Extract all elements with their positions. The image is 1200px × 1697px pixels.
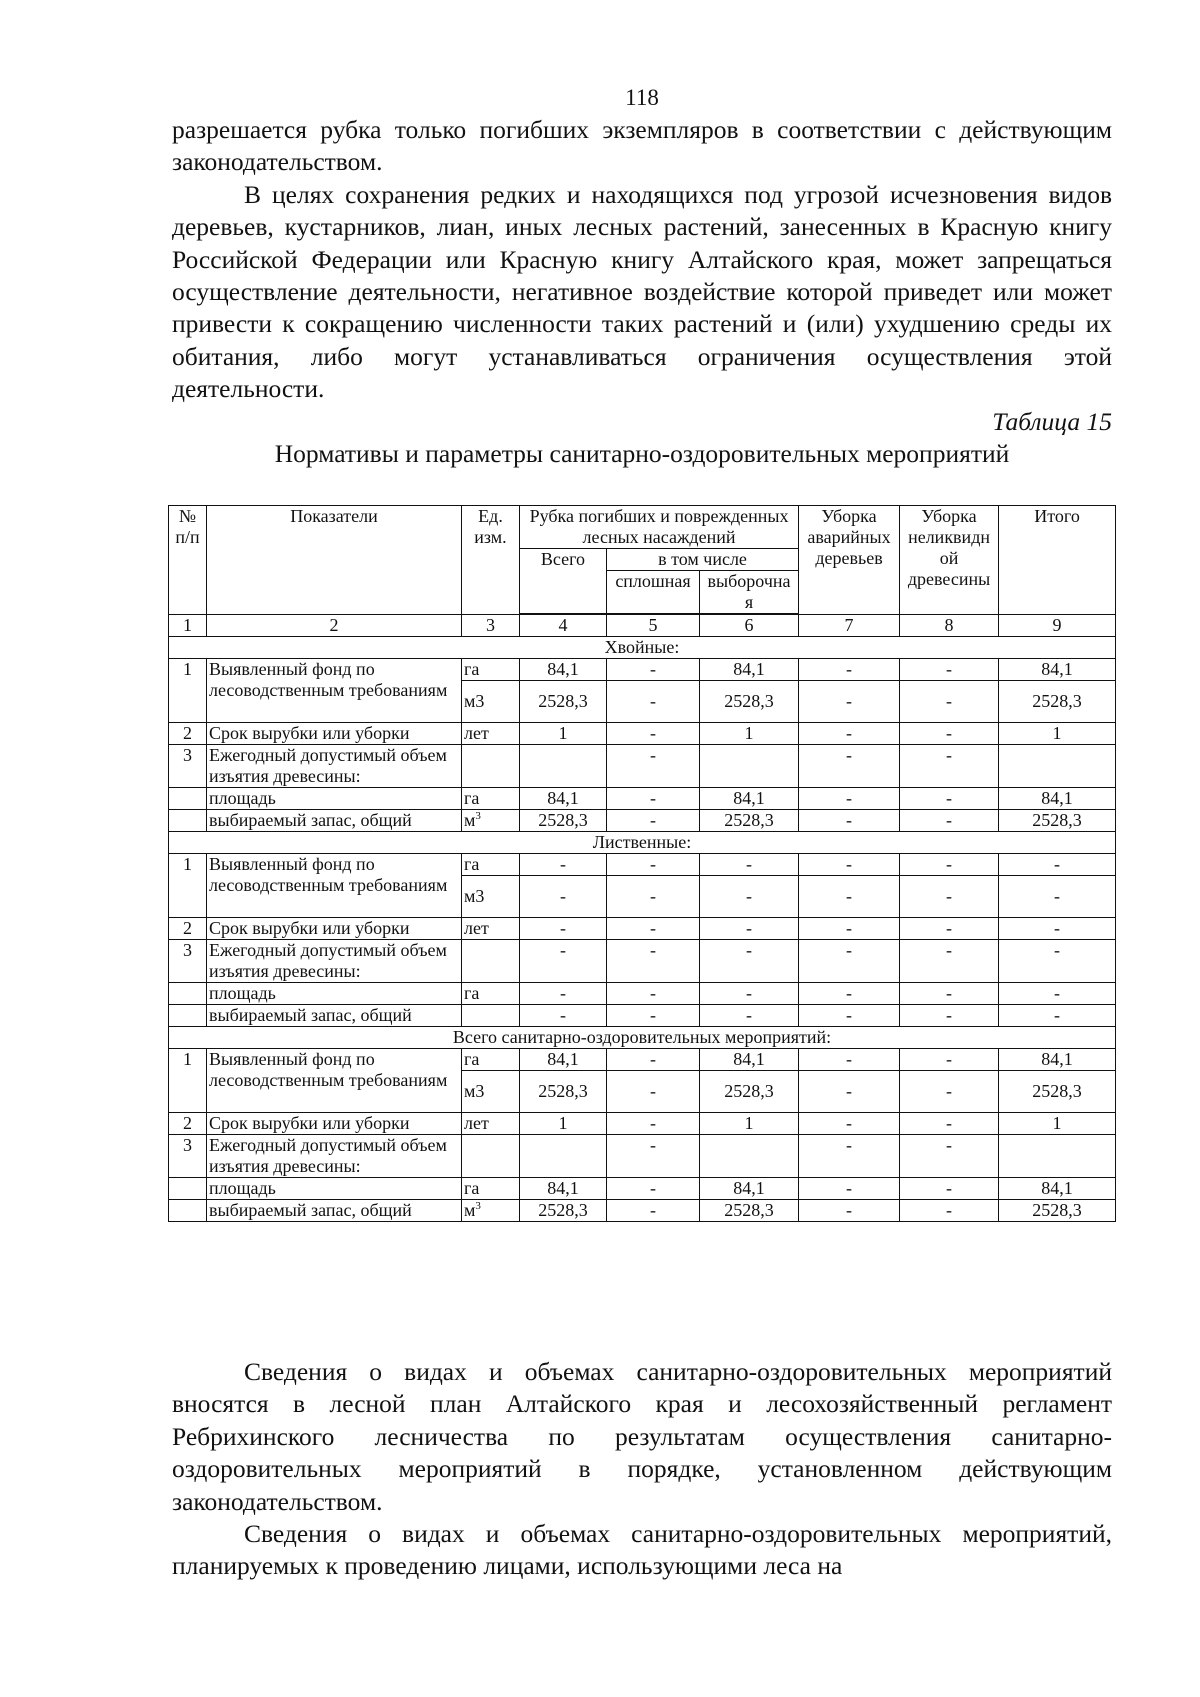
value-cell: -: [607, 723, 700, 745]
value-cell: -: [607, 1200, 700, 1222]
value-cell: -: [900, 723, 999, 745]
value-cell: 1: [999, 723, 1116, 745]
value-cell: -: [799, 1005, 900, 1027]
norms-table: [168, 505, 1116, 1222]
value-cell: -: [607, 745, 700, 788]
value-cell: [520, 745, 607, 788]
value-cell: 2528,3: [999, 681, 1116, 723]
header-illiquid: Уборка неликвидн ой древесины: [900, 506, 999, 615]
column-numbers-row: [169, 615, 1116, 637]
bottom-text-block: [172, 1356, 1112, 1583]
value-cell: -: [607, 1178, 700, 1200]
value-cell: -: [607, 810, 700, 832]
value-cell: -: [900, 788, 999, 810]
value-cell: 2528,3: [999, 1071, 1116, 1113]
value-cell: 1: [520, 723, 607, 745]
value-cell: -: [520, 940, 607, 983]
value-cell: -: [520, 854, 607, 876]
value-cell: -: [607, 940, 700, 983]
row-name: Выявленный фонд по лесоводственным требованиям: [207, 854, 462, 918]
value-cell: -: [900, 810, 999, 832]
value-cell: 2528,3: [700, 810, 799, 832]
unit-cell: [462, 1200, 520, 1222]
row-name: площадь: [207, 983, 462, 1005]
value-cell: -: [799, 876, 900, 918]
paragraph-3: Сведения о видах и объемах санитарно-оздоровительных мероприятий вносятся в лесной план Алтайского края и лесохозяйственный регламент Ребрихинского лесничества по результатам осуществления санитарно-оздоровительных мероприятий в порядке, установленном действующим законодательством.: [172, 1357, 1112, 1516]
unit-text: м: [464, 810, 476, 830]
value-cell: -: [900, 854, 999, 876]
value-cell: 84,1: [999, 1049, 1116, 1071]
value-cell: -: [999, 983, 1116, 1005]
header-total-all: Всего: [520, 549, 607, 614]
row-name: Выявленный фонд по лесоводственным требованиям: [207, 659, 462, 723]
value-cell: -: [607, 983, 700, 1005]
value-cell: -: [607, 854, 700, 876]
value-cell: 84,1: [700, 659, 799, 681]
unit-cell: лет: [462, 723, 520, 745]
value-cell: [520, 1135, 607, 1178]
value-cell: -: [799, 918, 900, 940]
value-cell: -: [607, 1049, 700, 1071]
row-num: [169, 1178, 207, 1200]
value-cell: -: [799, 1071, 900, 1113]
section-title: Хвойные:: [169, 637, 1116, 659]
col-num-1: 1: [169, 615, 207, 637]
value-cell: -: [520, 983, 607, 1005]
row-num: [169, 983, 207, 1005]
value-cell: 2528,3: [700, 1200, 799, 1222]
row-name: Ежегодный допустимый объем изъятия древесины:: [207, 745, 462, 788]
value-cell: 84,1: [700, 788, 799, 810]
unit-cell: м3: [462, 681, 520, 723]
value-cell: 2528,3: [999, 810, 1116, 832]
value-cell: -: [700, 876, 799, 918]
col-num-8: 8: [900, 615, 999, 637]
unit-text: м: [464, 1200, 476, 1220]
value-cell: 1: [999, 1113, 1116, 1135]
row-num: [169, 1200, 207, 1222]
norms-table-wrapper: [168, 505, 1115, 1222]
value-cell: 84,1: [520, 788, 607, 810]
value-cell: -: [607, 1071, 700, 1113]
header-emergency: Уборка аварийных деревьев: [799, 506, 900, 615]
value-cell: 84,1: [700, 1049, 799, 1071]
value-cell: 2528,3: [700, 681, 799, 723]
table-title: Нормативы и параметры санитарно-оздоровительных мероприятий: [274, 438, 1010, 468]
row-name: Срок вырубки или уборки: [207, 1113, 462, 1135]
value-cell: -: [900, 745, 999, 788]
row-num: 1: [169, 854, 207, 918]
header-indicators: Показатели: [207, 506, 462, 615]
value-cell: 84,1: [520, 1049, 607, 1071]
value-cell: -: [799, 940, 900, 983]
row-name: выбираемый запас, общий: [207, 810, 462, 832]
value-cell: -: [799, 745, 900, 788]
unit-superscript: 3: [475, 1200, 481, 1212]
row-name: площадь: [207, 1178, 462, 1200]
value-cell: -: [900, 940, 999, 983]
value-cell: -: [900, 659, 999, 681]
value-cell: -: [799, 1178, 900, 1200]
value-cell: -: [799, 788, 900, 810]
value-cell: -: [799, 983, 900, 1005]
row-name: Срок вырубки или уборки: [207, 723, 462, 745]
value-cell: -: [607, 681, 700, 723]
unit-cell: м3: [462, 876, 520, 918]
col-num-5: 5: [607, 615, 700, 637]
value-cell: 84,1: [700, 1178, 799, 1200]
header-selective: выборочна я: [700, 571, 799, 614]
unit-cell: [462, 940, 520, 983]
col-num-2: 2: [207, 615, 462, 637]
unit-superscript: 3: [475, 810, 481, 822]
value-cell: 2528,3: [520, 1200, 607, 1222]
unit-cell: га: [462, 788, 520, 810]
row-num: 1: [169, 659, 207, 723]
value-cell: -: [607, 918, 700, 940]
header-itogo: Итого: [999, 506, 1116, 615]
value-cell: -: [900, 1178, 999, 1200]
value-cell: -: [900, 1005, 999, 1027]
unit-cell: га: [462, 659, 520, 681]
value-cell: -: [799, 854, 900, 876]
value-cell: -: [900, 983, 999, 1005]
value-cell: 2528,3: [520, 1071, 607, 1113]
value-cell: -: [700, 854, 799, 876]
unit-cell: [462, 1135, 520, 1178]
value-cell: -: [999, 918, 1116, 940]
row-num: 3: [169, 1135, 207, 1178]
value-cell: -: [900, 1200, 999, 1222]
value-cell: -: [900, 876, 999, 918]
col-num-4: 4: [520, 615, 607, 637]
value-cell: -: [607, 659, 700, 681]
row-num: 1: [169, 1049, 207, 1113]
header-including: в том числе: [607, 549, 799, 571]
header-felling: Рубка погибших и поврежденных лесных насаждений: [520, 506, 799, 549]
unit-cell: га: [462, 1049, 520, 1071]
value-cell: -: [999, 876, 1116, 918]
row-num: [169, 1005, 207, 1027]
row-num: 3: [169, 745, 207, 788]
value-cell: 1: [520, 1113, 607, 1135]
col-num-7: 7: [799, 615, 900, 637]
value-cell: -: [799, 681, 900, 723]
value-cell: 1: [700, 1113, 799, 1135]
value-cell: 84,1: [999, 659, 1116, 681]
value-cell: 2528,3: [999, 1200, 1116, 1222]
unit-cell: лет: [462, 1113, 520, 1135]
value-cell: -: [799, 723, 900, 745]
value-cell: [700, 745, 799, 788]
row-name: Срок вырубки или уборки: [207, 918, 462, 940]
value-cell: -: [607, 876, 700, 918]
paragraph-2: В целях сохранения редких и находящихся под угрозой исчезновения видов деревьев, кустарников, лиан, иных лесных растений, занесенных в Красную книгу Российской Федерации или Красную книгу Алтайского края, может запрещаться осуществление деятельности, негативное воздействие которой приведет или может привести к сокращению численности таких растений и (или) ухудшению среды их обитания, либо могут устанавливаться ограничения осуществления этой деятельности.: [172, 179, 1112, 404]
value-cell: 84,1: [520, 1178, 607, 1200]
header-num: № п/п: [169, 506, 207, 615]
value-cell: -: [999, 854, 1116, 876]
value-cell: [999, 745, 1116, 788]
unit-cell: га: [462, 854, 520, 876]
row-num: 2: [169, 918, 207, 940]
value-cell: 2528,3: [700, 1071, 799, 1113]
row-name: выбираемый запас, общий: [207, 1005, 462, 1027]
value-cell: -: [700, 918, 799, 940]
section-title: Лиственные:: [169, 832, 1116, 854]
header-unit: Ед. изм.: [462, 506, 520, 615]
value-cell: -: [900, 681, 999, 723]
unit-cell: га: [462, 1178, 520, 1200]
unit-cell: [462, 745, 520, 788]
value-cell: [700, 1135, 799, 1178]
value-cell: -: [999, 940, 1116, 983]
value-cell: -: [700, 983, 799, 1005]
value-cell: -: [607, 1113, 700, 1135]
unit-cell: [462, 1005, 520, 1027]
value-cell: -: [520, 918, 607, 940]
value-cell: 84,1: [999, 1178, 1116, 1200]
row-name: выбираемый запас, общий: [207, 1200, 462, 1222]
col-num-9: 9: [999, 615, 1116, 637]
value-cell: -: [900, 1049, 999, 1071]
unit-cell: лет: [462, 918, 520, 940]
value-cell: -: [607, 1005, 700, 1027]
row-num: 3: [169, 940, 207, 983]
top-text-block: [172, 84, 1112, 470]
value-cell: -: [520, 876, 607, 918]
row-name: Выявленный фонд по лесоводственным требованиям: [207, 1049, 462, 1113]
value-cell: -: [700, 940, 799, 983]
value-cell: -: [799, 1049, 900, 1071]
value-cell: -: [520, 1005, 607, 1027]
row-name: Ежегодный допустимый объем изъятия древесины:: [207, 1135, 462, 1178]
row-num: [169, 788, 207, 810]
paragraph-1: разрешается рубка только погибших экземпляров в соответствии с действующим законодательством.: [172, 115, 1112, 177]
value-cell: -: [799, 810, 900, 832]
unit-cell: га: [462, 983, 520, 1005]
value-cell: -: [900, 1071, 999, 1113]
section-title: Всего санитарно-оздоровительных мероприятий:: [169, 1027, 1116, 1049]
row-num: [169, 810, 207, 832]
value-cell: 1: [700, 723, 799, 745]
unit-cell: [462, 810, 520, 832]
col-num-3: 3: [462, 615, 520, 637]
value-cell: -: [607, 788, 700, 810]
value-cell: -: [700, 1005, 799, 1027]
value-cell: [999, 1135, 1116, 1178]
value-cell: 84,1: [999, 788, 1116, 810]
value-cell: -: [900, 1135, 999, 1178]
header-clear: сплошная: [607, 571, 700, 614]
value-cell: -: [900, 1113, 999, 1135]
paragraph-4: Сведения о видах и объемах санитарно-оздоровительных мероприятий, планируемых к проведению лицами, использующими леса на: [172, 1519, 1112, 1581]
table-label: Таблица 15: [992, 406, 1112, 436]
row-name: Ежегодный допустимый объем изъятия древесины:: [207, 940, 462, 983]
unit-cell: м3: [462, 1071, 520, 1113]
value-cell: 2528,3: [520, 810, 607, 832]
value-cell: -: [799, 659, 900, 681]
row-num: 2: [169, 723, 207, 745]
value-cell: -: [799, 1200, 900, 1222]
value-cell: -: [799, 1135, 900, 1178]
value-cell: 2528,3: [520, 681, 607, 723]
value-cell: -: [999, 1005, 1116, 1027]
page-number: 118: [625, 85, 659, 110]
row-name: площадь: [207, 788, 462, 810]
col-num-6: 6: [700, 615, 799, 637]
value-cell: -: [799, 1113, 900, 1135]
value-cell: -: [607, 1135, 700, 1178]
value-cell: -: [900, 918, 999, 940]
value-cell: 84,1: [520, 659, 607, 681]
row-num: 2: [169, 1113, 207, 1135]
